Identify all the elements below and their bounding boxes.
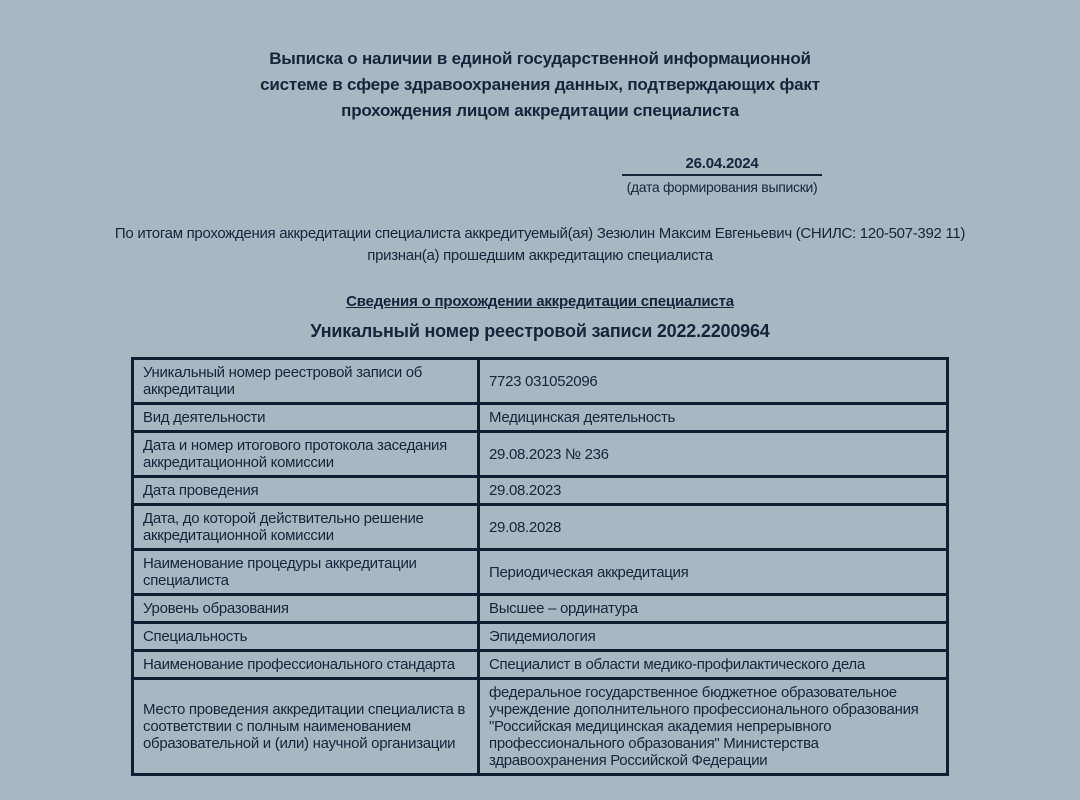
document-title-line: Выписка о наличии в единой государственной информационной <box>269 49 811 68</box>
document-title-line: прохождения лицом аккредитации специалиста <box>341 101 739 120</box>
table-row <box>133 679 948 775</box>
row-value: Периодическая аккредитация <box>479 550 948 595</box>
row-value: Медицинская деятельность <box>479 404 948 432</box>
row-label: Дата проведения <box>133 477 479 505</box>
row-value: Специалист в области медико-профилактического дела <box>479 651 948 679</box>
row-label: Вид деятельности <box>133 404 479 432</box>
intro-paragraph <box>100 223 980 267</box>
issue-date: 26.04.2024 <box>622 154 822 176</box>
table-row <box>133 359 948 404</box>
issue-date-block <box>622 154 822 197</box>
row-value: федеральное государственное бюджетное образовательное учреждение дополнительного профессионального образования "Российская медицинская академия непрерывного профессионального образования" Министерства здравоохранения Российской Федерации <box>479 679 948 775</box>
row-label: Наименование профессионального стандарта <box>133 651 479 679</box>
row-label: Уровень образования <box>133 595 479 623</box>
row-value: 29.08.2023 № 236 <box>479 432 948 477</box>
row-value: 29.08.2028 <box>479 505 948 550</box>
intro-paragraph-line: По итогам прохождения аккредитации специалиста аккредитуемый(ая) Зезюлин Максим Евгеньевич (СНИЛС: 120-507-392 11) <box>114 225 966 242</box>
row-label: Уникальный номер реестровой записи об аккредитации <box>133 359 479 404</box>
row-value: 29.08.2023 <box>479 477 948 505</box>
registry-number-heading: Уникальный номер реестровой записи 2022.2200964 <box>310 321 770 341</box>
row-value: Высшее – ординатура <box>479 595 948 623</box>
table-row <box>133 404 948 432</box>
row-label: Дата и номер итогового протокола заседания аккредитационной комиссии <box>133 432 479 477</box>
table-row <box>133 595 948 623</box>
details-section-heading: Сведения о прохождении аккредитации специалиста <box>346 293 734 310</box>
row-value: Эпидемиология <box>479 623 948 651</box>
row-label: Дата, до которой действительно решение аккредитационной комиссии <box>133 505 479 550</box>
accreditation-table <box>131 357 949 776</box>
table-row <box>133 432 948 477</box>
document-title-line: системе в сфере здравоохранения данных, подтверждающих факт <box>260 75 820 94</box>
document-title <box>220 0 860 124</box>
intro-paragraph-line: признан(а) прошедшим аккредитацию специалиста <box>367 247 713 264</box>
issue-date-caption: (дата формирования выписки) <box>626 179 818 195</box>
row-label: Наименование процедуры аккредитации специалиста <box>133 550 479 595</box>
row-label: Специальность <box>133 623 479 651</box>
table-row <box>133 623 948 651</box>
table-row <box>133 651 948 679</box>
table-row <box>133 550 948 595</box>
row-value: 7723 031052096 <box>479 359 948 404</box>
table-row <box>133 505 948 550</box>
table-row <box>133 477 948 505</box>
row-label: Место проведения аккредитации специалиста в соответствии с полным наименованием образовательной и (или) научной организации <box>133 679 479 775</box>
